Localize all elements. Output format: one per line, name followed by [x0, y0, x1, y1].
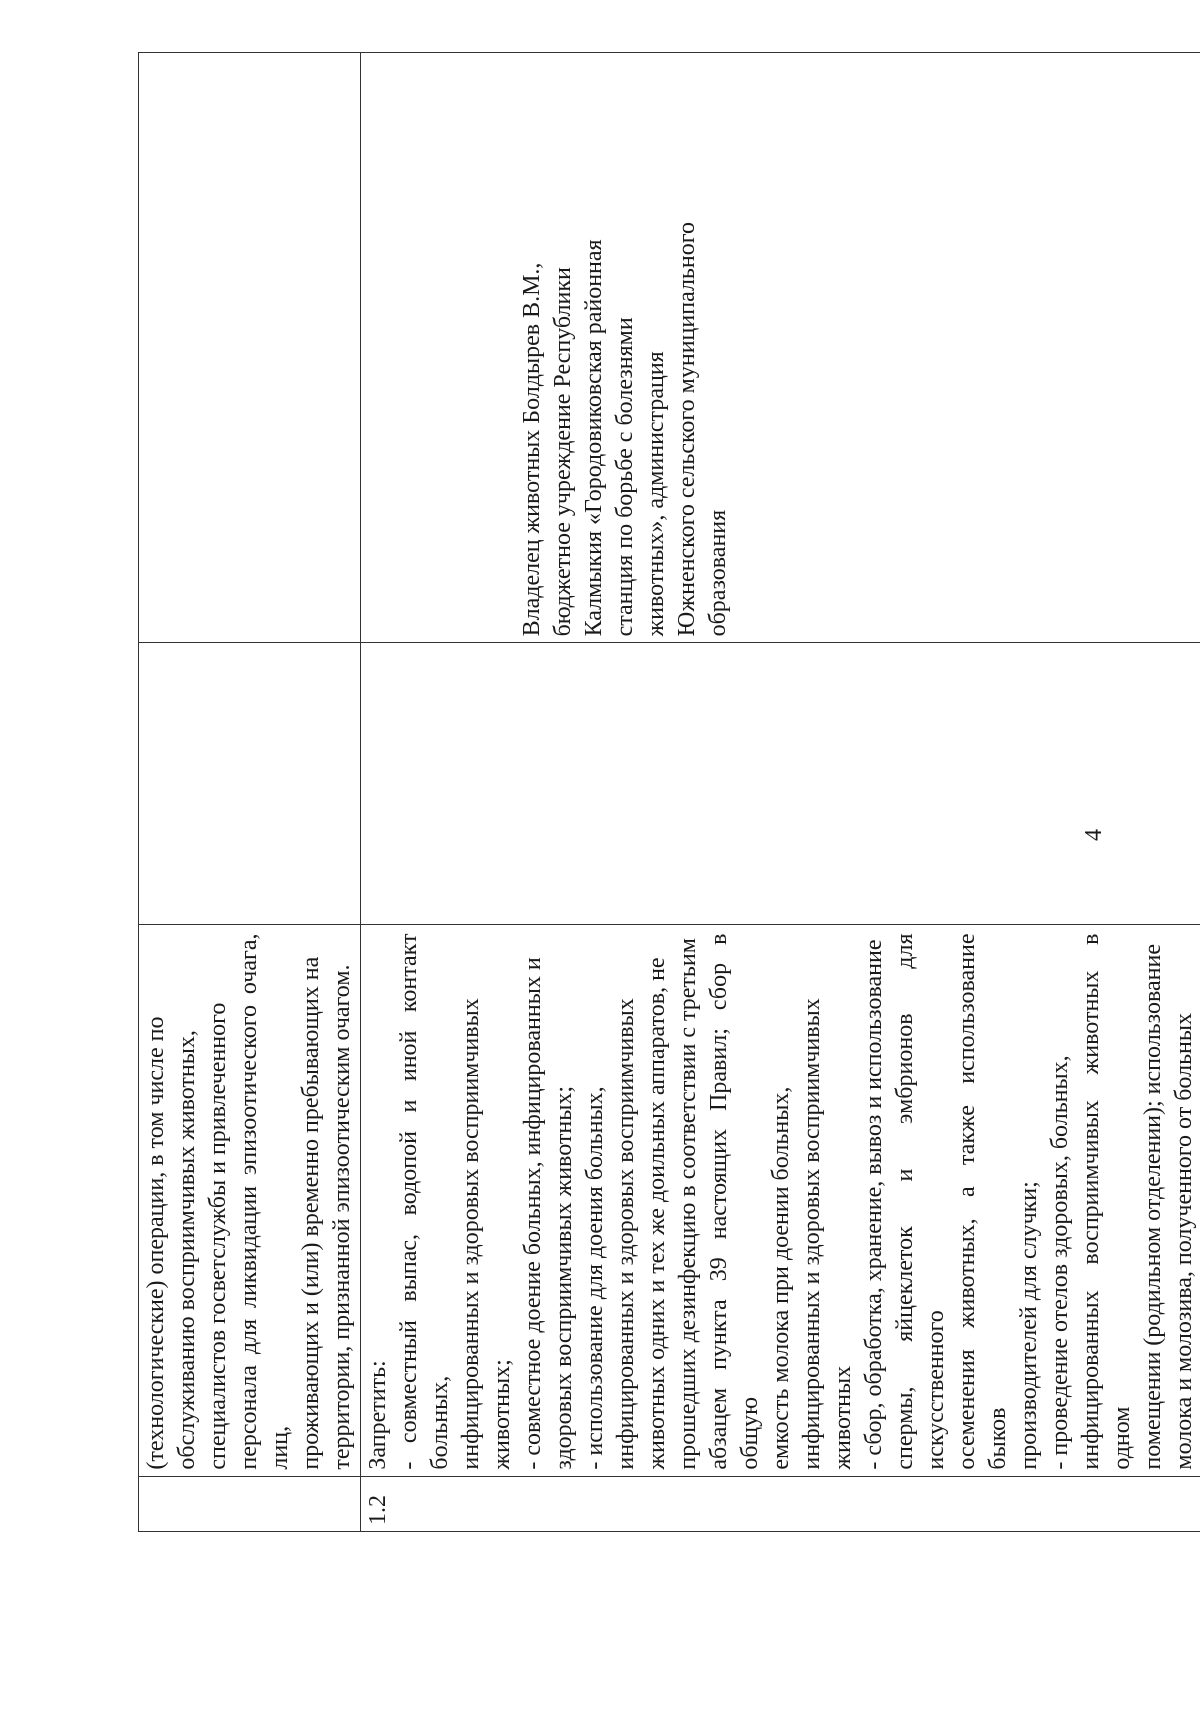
- text-line: - использование для доения больных,: [582, 1086, 608, 1470]
- rotated-page: [138, 52, 1197, 1532]
- row-number-cell: 1.2: [361, 1476, 1200, 1531]
- text-line: образования: [705, 509, 731, 637]
- text-line: - совместное доение больных, инфицированных и: [520, 957, 546, 1470]
- text-line: Калмыкия «Городовиковская районная: [581, 239, 607, 637]
- text-line: станция по борьбе с болезнями: [612, 317, 638, 637]
- measures-table: [138, 52, 1200, 1532]
- text-line: животных», администрация: [643, 351, 669, 637]
- text-line: производителей для случки;: [1016, 1181, 1042, 1470]
- text-line: Южненского сельского муниципального: [674, 222, 700, 637]
- page-number: 4: [1081, 829, 1107, 841]
- text-line: обслуживанию восприимчивых животных,: [174, 1030, 200, 1470]
- empty-cell: [361, 643, 1200, 925]
- text-line: молока и молозива, полученного от больных: [1171, 1012, 1197, 1470]
- text-line: осеменения животных, а также использование быков: [954, 933, 1011, 1470]
- responsible-text: [363, 61, 734, 636]
- measure-cell: [139, 925, 361, 1476]
- text-line: инфицированных и здоровых восприимчивых: [458, 998, 484, 1470]
- measure-cell: [361, 925, 1200, 1476]
- text-line: животных одних и тех же доильных аппаратов, не: [644, 957, 670, 1470]
- text-line: - сбор, обработка, хранение, вывоз и использование: [861, 939, 887, 1470]
- text-line: Запретить:: [365, 1360, 391, 1470]
- text-line: абзацем пункта 39 настоящих Правил; сбор в общую: [706, 933, 763, 1470]
- text-line: инфицированных восприимчивых животных в одном: [1078, 933, 1135, 1470]
- text-line: персонала для ликвидации эпизоотического очага, лиц,: [236, 933, 293, 1470]
- text-line: специалистов госветслужбы и привлеченного: [205, 1002, 231, 1470]
- table-row: [361, 53, 1200, 1532]
- empty-cell: [139, 643, 361, 925]
- text-line: инфицированных и здоровых восприимчивых: [799, 998, 825, 1470]
- text-line: инфицированных и здоровых восприимчивых: [613, 998, 639, 1470]
- text-line: - проведение отелов здоровых, больных,: [1047, 1055, 1073, 1470]
- text-line: территории, признанной эпизоотическим очагом.: [329, 964, 355, 1470]
- text-line: спермы, яйцеклеток и эмбрионов для искусственного: [892, 933, 949, 1470]
- text-line: бюджетное учреждение Республики: [550, 267, 576, 637]
- text-line: емкость молока при доении больных,: [768, 1086, 794, 1470]
- text-line: животных;: [489, 1359, 515, 1470]
- text-line: животных: [830, 1365, 856, 1470]
- text-line: прошедших дезинфекцию в соответствии с третьим: [675, 938, 701, 1470]
- responsible-cell: [139, 53, 361, 643]
- text-line: - совместный выпас, водопой и иной контакт больных,: [396, 933, 453, 1470]
- row-number-cell: [139, 1476, 361, 1531]
- table-row: [139, 53, 361, 1532]
- text-line: помещении (родильном отделении); использование: [1140, 944, 1166, 1470]
- text-line: здоровых восприимчивых животных;: [551, 1085, 577, 1470]
- text-line: проживающих и (или) временно пребывающих на: [298, 956, 324, 1470]
- text-line: Владелец животных Болдырев В.М.,: [519, 262, 545, 637]
- measure-text: [363, 934, 1200, 1470]
- measure-text: [141, 934, 358, 1470]
- responsible-cell: [361, 53, 1200, 643]
- text-line: (технологические) операции, в том числе по: [143, 1016, 169, 1470]
